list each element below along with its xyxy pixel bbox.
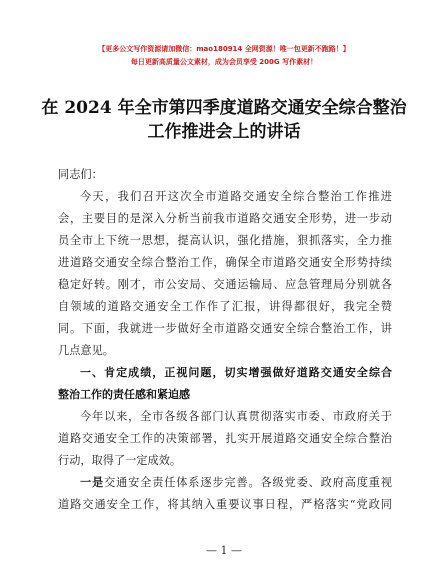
point-1-lead: 一是 <box>80 476 105 489</box>
paragraph-line: 行动，取得了一定成效。 <box>58 454 182 467</box>
intro-line: 今天，我们召开这次全市道路交通安全综合整治工作推进 <box>80 190 392 203</box>
heading-line: 一、肯定成绩，正视问题，切实增强做好道路交通安全综合 <box>80 366 392 379</box>
salutation: 同志们： <box>58 168 103 181</box>
point-1-paragraph <box>58 472 392 516</box>
paragraph-line: 道路交通安全工作的决策部署，扎实开展道路交通安全综合整治 <box>58 432 392 445</box>
document-title-line-2: 工作推进会上的讲话 <box>147 122 301 142</box>
intro-line: 稳定好转。刚才，市公安局、交通运输局、应急管理局分别就各 <box>58 278 392 291</box>
promo-line-2: 每日更新高质量公文素材，成为会员享受 200G 写作素材！ <box>130 58 318 66</box>
paragraph-line: 道路交通安全工作，将其纳入重要议事日程，严格落实“党政同 <box>58 498 392 511</box>
point-1-text: 交通安全责任体系逐步完善。各级党委、政府高度重视 <box>104 476 392 489</box>
intro-line: 进道路交通安全综合整治工作，确保全市道路交通安全形势持续 <box>58 256 392 269</box>
section-1-heading <box>58 362 392 406</box>
paragraph-line <box>58 472 392 494</box>
page-number: — 1 — <box>206 544 242 557</box>
intro-paragraph <box>58 186 392 362</box>
intro-line: 员全市上下统一思想，提高认识，强化措施，狠抓落实，全力推 <box>58 234 392 247</box>
heading-line: 整治工作的责任感和紧迫感 <box>58 388 190 401</box>
intro-line: 同。下面，我就进一步做好全市道路交通安全综合整治工作，讲 <box>58 322 392 335</box>
intro-line: 会，主要目的是深入分析当前我市道路交通安全形势，进一步动 <box>58 212 392 225</box>
paragraph-line: 今年以来，全市各级各部门认真贯彻落实市委、市政府关于 <box>80 410 392 423</box>
promo-line-1: 【更多公文写作资源请加微信：mao180914 全网资源！唯一包更新不跑路！】 <box>98 45 350 53</box>
document-title-line-1: 在 2024 年全市第四季度道路交通安全综合整治 <box>41 98 407 118</box>
intro-line: 几点意见。 <box>58 344 114 357</box>
intro-line: 自领域的道路交通安全工作作了汇报，讲得都很好，我完全赞 <box>58 300 392 313</box>
section-1-paragraph <box>58 406 392 472</box>
